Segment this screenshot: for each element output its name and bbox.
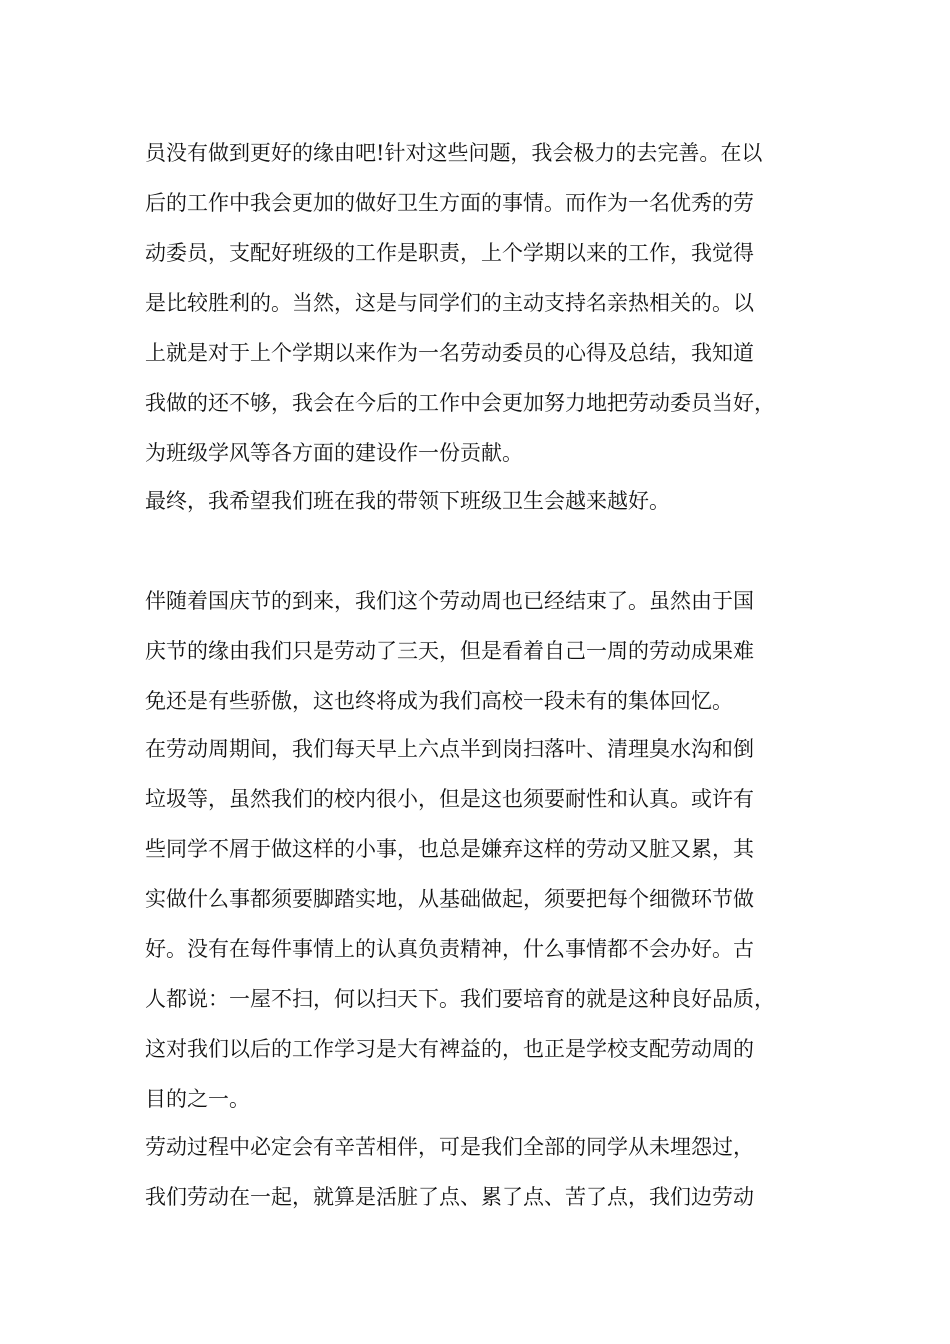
text-line: 在劳动周期间，我们每天早上六点半到岗扫落叶、清理臭水沟和倒 bbox=[145, 737, 754, 761]
text-line: 目的之一。 bbox=[145, 1087, 250, 1111]
text-line: 上就是对于上个学期以来作为一名劳动委员的心得及总结，我知道 bbox=[145, 341, 754, 365]
text-line: 后的工作中我会更加的做好卫生方面的事情。而作为一名优秀的劳 bbox=[145, 191, 754, 215]
text-line: 实做什么事都须要脚踏实地，从基础做起，须要把每个细微环节做 bbox=[145, 887, 754, 911]
text-line: 免还是有些骄傲，这也终将成为我们高校一段未有的集体回忆。 bbox=[145, 689, 733, 713]
text-line: 员没有做到更好的缘由吧!针对这些问题，我会极力的去完善。在以 bbox=[145, 141, 763, 165]
text-line: 我做的还不够，我会在今后的工作中会更加努力地把劳动委员当好， bbox=[145, 391, 775, 415]
text-line: 好。没有在每件事情上的认真负责精神，什么事情都不会办好。古 bbox=[145, 937, 754, 961]
text-line: 这对我们以后的工作学习是大有裨益的，也正是学校支配劳动周的 bbox=[145, 1037, 754, 1061]
text-line: 劳动过程中必定会有辛苦相伴，可是我们全部的同学从未埋怨过， bbox=[145, 1135, 754, 1159]
text-line: 为班级学风等各方面的建设作一份贡献。 bbox=[145, 441, 523, 465]
text-line: 垃圾等，虽然我们的校内很小，但是这也须要耐性和认真。或许有 bbox=[145, 787, 754, 811]
text-line: 些同学不屑于做这样的小事，也总是嫌弃这样的劳动又脏又累，其 bbox=[145, 837, 754, 861]
text-line: 我们劳动在一起，就算是活脏了点、累了点、苦了点，我们边劳动 bbox=[145, 1185, 754, 1209]
text-line: 伴随着国庆节的到来，我们这个劳动周也已经结束了。虽然由于国 bbox=[145, 589, 754, 613]
text-line: 最终，我希望我们班在我的带领下班级卫生会越来越好。 bbox=[145, 489, 670, 513]
text-line: 人都说：一屋不扫，何以扫天下。我们要培育的就是这种良好品质， bbox=[145, 987, 775, 1011]
text-line: 是比较胜利的。当然，这是与同学们的主动支持名亲热相关的。以 bbox=[145, 291, 754, 315]
text-line: 动委员，支配好班级的工作是职责，上个学期以来的工作，我觉得 bbox=[145, 241, 754, 265]
text-line: 庆节的缘由我们只是劳动了三天，但是看着自己一周的劳动成果难 bbox=[145, 639, 754, 663]
